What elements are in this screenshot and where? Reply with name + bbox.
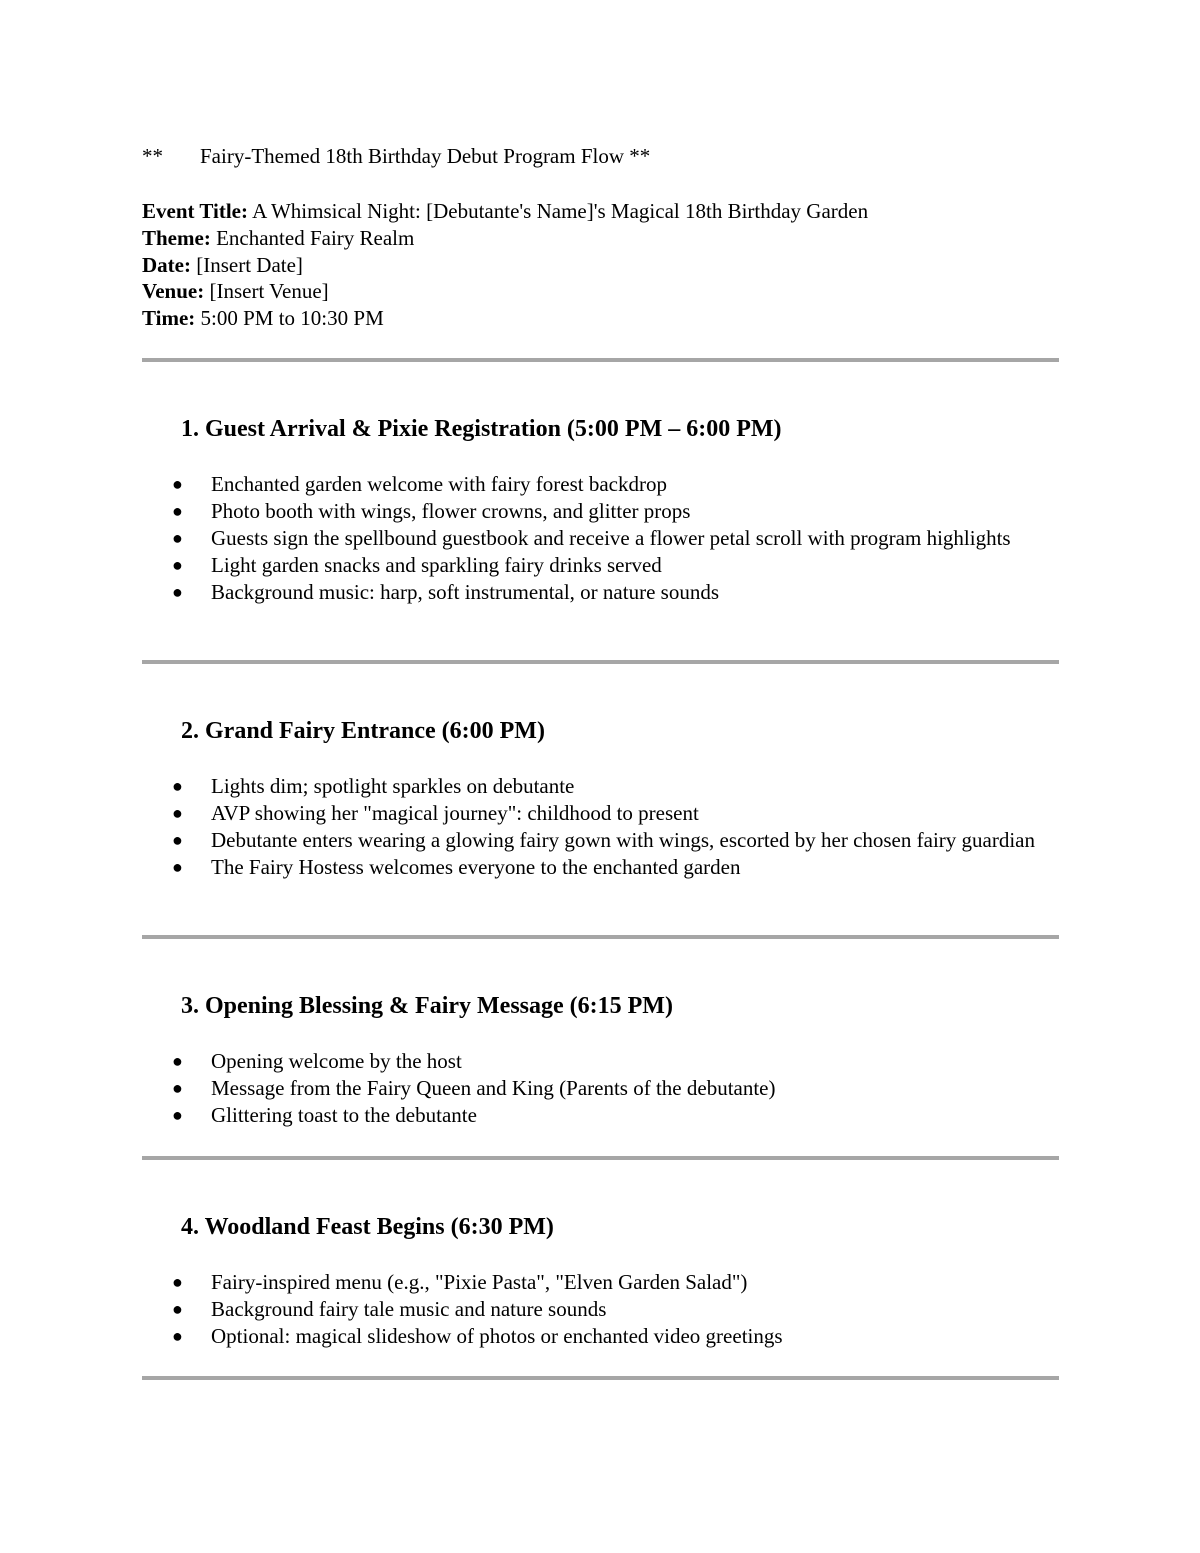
section-heading: 2. Grand Fairy Entrance (6:00 PM) bbox=[181, 718, 545, 744]
bullet-icon: ● bbox=[172, 1105, 183, 1125]
list-item-text: Optional: magical slideshow of photos or enchanted video greetings bbox=[211, 1324, 783, 1348]
section-heading: 3. Opening Blessing & Fairy Message (6:15 PM) bbox=[181, 993, 673, 1019]
list-item-text: Opening welcome by the host bbox=[211, 1049, 462, 1073]
venue-row bbox=[142, 278, 868, 305]
list-item-text: Background fairy tale music and nature sounds bbox=[211, 1297, 607, 1321]
section-list bbox=[0, 471, 1200, 606]
list-item bbox=[0, 1269, 1200, 1296]
document-title bbox=[142, 143, 650, 169]
list-item bbox=[0, 773, 1200, 800]
list-item bbox=[0, 525, 1200, 552]
list-item bbox=[0, 1075, 1200, 1102]
bullet-icon: ● bbox=[172, 528, 183, 548]
list-item-text: Background music: harp, soft instrumental, or nature sounds bbox=[211, 580, 719, 604]
bullet-icon: ● bbox=[172, 803, 183, 823]
venue-label: Venue: bbox=[142, 279, 205, 304]
event-title-row bbox=[142, 198, 868, 225]
list-item bbox=[0, 827, 1200, 854]
list-item-text: Light garden snacks and sparkling fairy drinks served bbox=[211, 553, 662, 577]
horizontal-rule bbox=[142, 1156, 1059, 1160]
time-row bbox=[142, 305, 868, 332]
bullet-icon: ● bbox=[172, 501, 183, 521]
bullet-icon: ● bbox=[172, 1051, 183, 1071]
horizontal-rule bbox=[142, 935, 1059, 939]
time-label: Time: bbox=[142, 306, 196, 331]
event-title-value: A Whimsical Night: [Debutante's Name]'s Magical 18th Birthday Garden bbox=[252, 199, 869, 223]
list-item-text: AVP showing her "magical journey": childhood to present bbox=[211, 801, 699, 825]
bullet-icon: ● bbox=[172, 830, 183, 850]
horizontal-rule bbox=[142, 358, 1059, 362]
title-text: Fairy-Themed 18th Birthday Debut Program Flow ** bbox=[200, 144, 651, 168]
list-item-text: Guests sign the spellbound guestbook and receive a flower petal scroll with program highlights bbox=[211, 526, 1011, 550]
list-item-text: Fairy-inspired menu (e.g., "Pixie Pasta", "Elven Garden Salad") bbox=[211, 1270, 748, 1294]
list-item-text: Lights dim; spotlight sparkles on debutante bbox=[211, 774, 575, 798]
list-item bbox=[0, 1296, 1200, 1323]
horizontal-rule bbox=[142, 660, 1059, 664]
theme-label: Theme: bbox=[142, 225, 211, 250]
title-stars: ** bbox=[142, 144, 163, 168]
list-item-text: Debutante enters wearing a glowing fairy gown with wings, escorted by her chosen fairy guardian bbox=[211, 828, 1035, 852]
list-item bbox=[0, 1048, 1200, 1075]
list-item bbox=[0, 800, 1200, 827]
date-value: [Insert Date] bbox=[196, 252, 303, 277]
section-list bbox=[0, 1048, 1200, 1129]
bullet-icon: ● bbox=[172, 1272, 183, 1292]
event-details bbox=[142, 198, 868, 332]
theme-row bbox=[142, 225, 868, 252]
bullet-icon: ● bbox=[172, 1326, 183, 1346]
list-item bbox=[0, 471, 1200, 498]
date-row bbox=[142, 252, 868, 279]
horizontal-rule bbox=[142, 1376, 1059, 1380]
bullet-icon: ● bbox=[172, 555, 183, 575]
list-item-text: Message from the Fairy Queen and King (Parents of the debutante) bbox=[211, 1076, 776, 1100]
list-item bbox=[0, 498, 1200, 525]
bullet-icon: ● bbox=[172, 776, 183, 796]
list-item bbox=[0, 579, 1200, 606]
list-item-text: Enchanted garden welcome with fairy forest backdrop bbox=[211, 472, 667, 496]
list-item-text: Photo booth with wings, flower crowns, and glitter props bbox=[211, 499, 691, 523]
list-item bbox=[0, 854, 1200, 881]
theme-value: Enchanted Fairy Realm bbox=[216, 225, 415, 250]
section-list bbox=[0, 773, 1200, 881]
venue-value: [Insert Venue] bbox=[209, 279, 329, 304]
time-value: 5:00 PM to 10:30 PM bbox=[200, 306, 384, 331]
list-item-text: The Fairy Hostess welcomes everyone to the enchanted garden bbox=[211, 855, 741, 879]
list-item bbox=[0, 1102, 1200, 1129]
bullet-icon: ● bbox=[172, 857, 183, 877]
section-heading: 4. Woodland Feast Begins (6:30 PM) bbox=[181, 1214, 554, 1240]
event-title-label: Event Title: bbox=[142, 199, 248, 223]
list-item-text: Glittering toast to the debutante bbox=[211, 1103, 477, 1127]
bullet-icon: ● bbox=[172, 1078, 183, 1098]
list-item bbox=[0, 1323, 1200, 1350]
bullet-icon: ● bbox=[172, 1299, 183, 1319]
list-item bbox=[0, 552, 1200, 579]
section-list bbox=[0, 1269, 1200, 1350]
bullet-icon: ● bbox=[172, 474, 183, 494]
bullet-icon: ● bbox=[172, 582, 183, 602]
date-label: Date: bbox=[142, 252, 191, 277]
section-heading: 1. Guest Arrival & Pixie Registration (5:00 PM – 6:00 PM) bbox=[181, 416, 782, 442]
